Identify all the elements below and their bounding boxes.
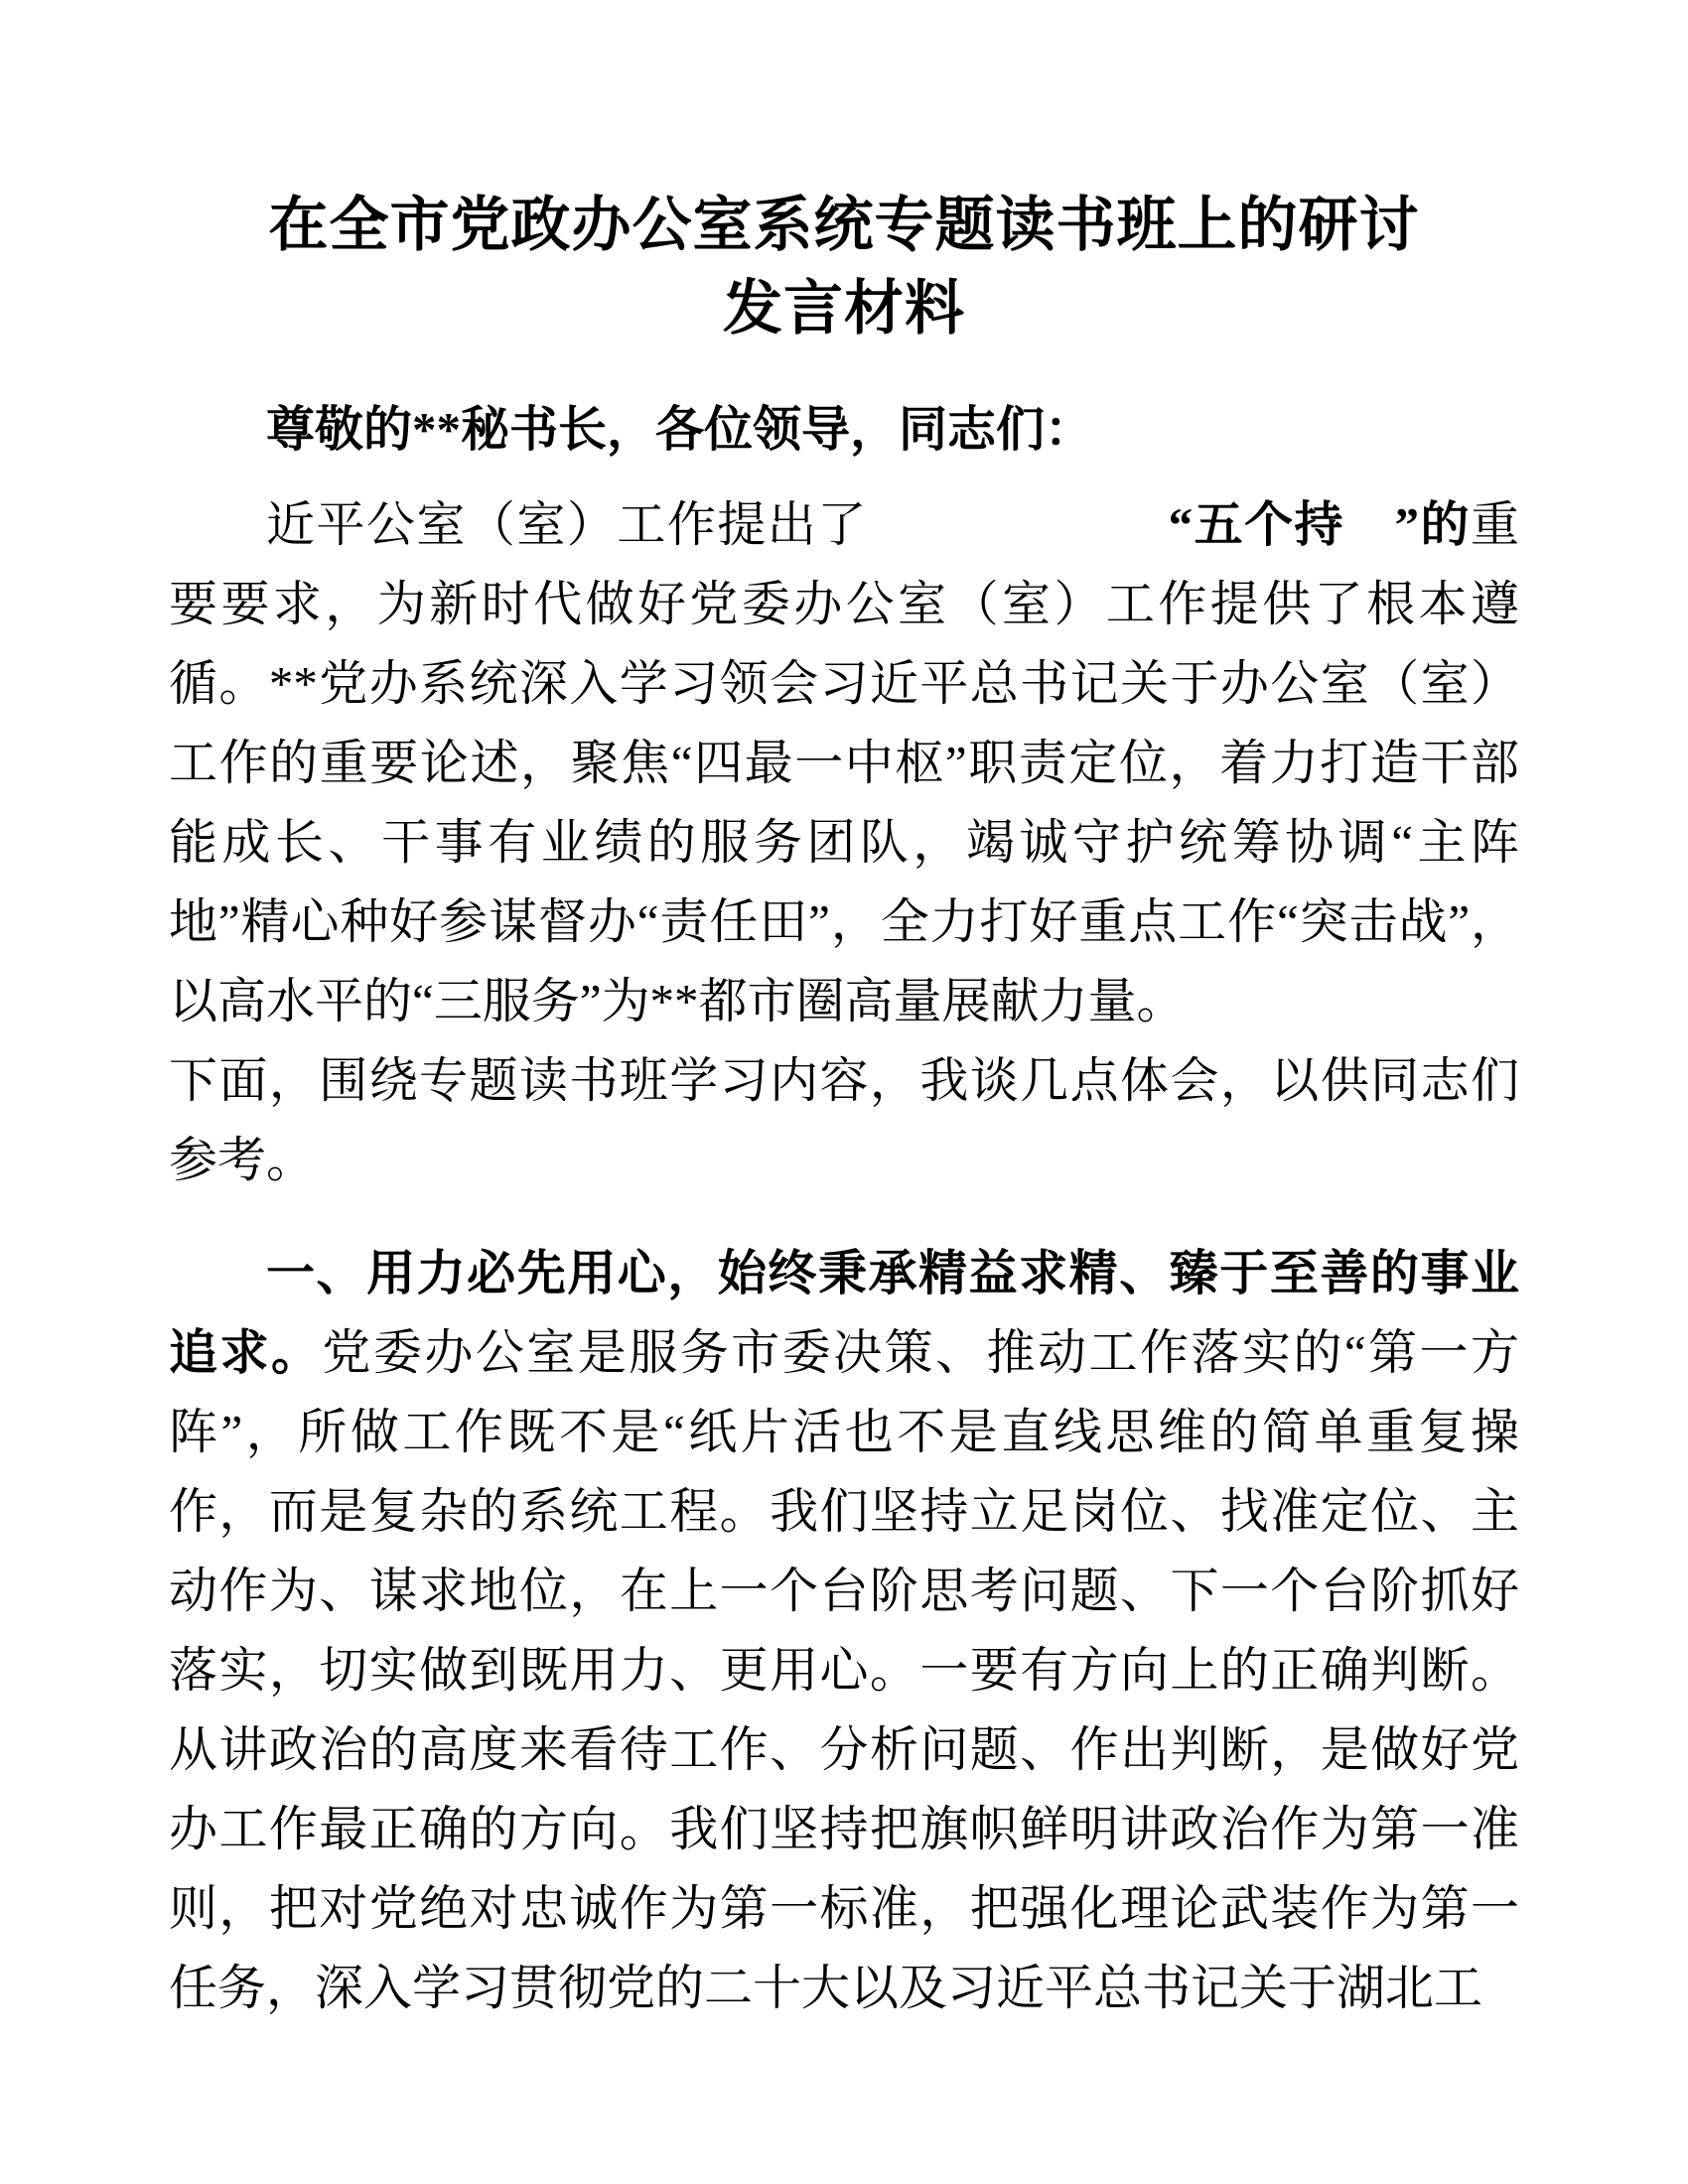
bold-text-run: “五个持 ”的 — [1168, 497, 1471, 552]
bold-text-run: 一、用力必先用心，始终秉承精益求精、臻于至善的事业追求。 — [169, 1246, 1519, 1380]
document-body — [169, 390, 1519, 2028]
paragraph — [169, 390, 1519, 470]
bold-text-run: 尊敬的**秘书长，各位领导，同志们： — [266, 402, 1094, 457]
text-run: 近平公室（室）工作提出了 — [266, 497, 1169, 552]
paragraph — [169, 485, 1519, 1041]
text-run: 重要要求，为新时代做好党委办公室（室）工作提供了根本遵循。**党办系统深入学习领会习近平总书记关于办公室（室）工作的重要论述，聚焦“四最一中枢”职责定位，着力打造干部能成长、干事有业绩的服务团队，竭诚守护统筹协调“主阵地”精心种好参谋督办“责任田”，全力打好重点工作“突击战”，以高水平的“三服务”为**都市圈高量展献力量。 — [169, 497, 1519, 1028]
document-title: 在全市党政办公室系统专题读书班上的研讨发言材料 — [268, 193, 1420, 341]
paragraph — [169, 1041, 1519, 1200]
paragraph — [169, 1234, 1519, 2028]
text-run: 下面，围绕专题读书班学习内容，我谈几点体会，以供同志们参考。 — [169, 1053, 1519, 1187]
text-run: 党委办公室是服务市委决策、推动工作落实的“第一方阵”，所做工作既不是“纸片活也不是直线思维的简单重复操作，而是复杂的系统工程。我们坚持立足岗位、找准定位、主动作为、谋求地位，在上一个台阶思考问题、下一个台阶抓好落实，切实做到既用力、更用心。一要有方向上的正确判断。从讲政治的高度来看待工作、分析问题、作出判断，是做好党办工作最正确的方向。我们坚持把旗帜鲜明讲政治作为第一准则，把对党绝对忠诚作为第一标准，把强化理论武装作为第一任务，深入学习贯彻党的二十大以及习近平总书记关于湖北工 — [169, 1325, 1519, 2015]
